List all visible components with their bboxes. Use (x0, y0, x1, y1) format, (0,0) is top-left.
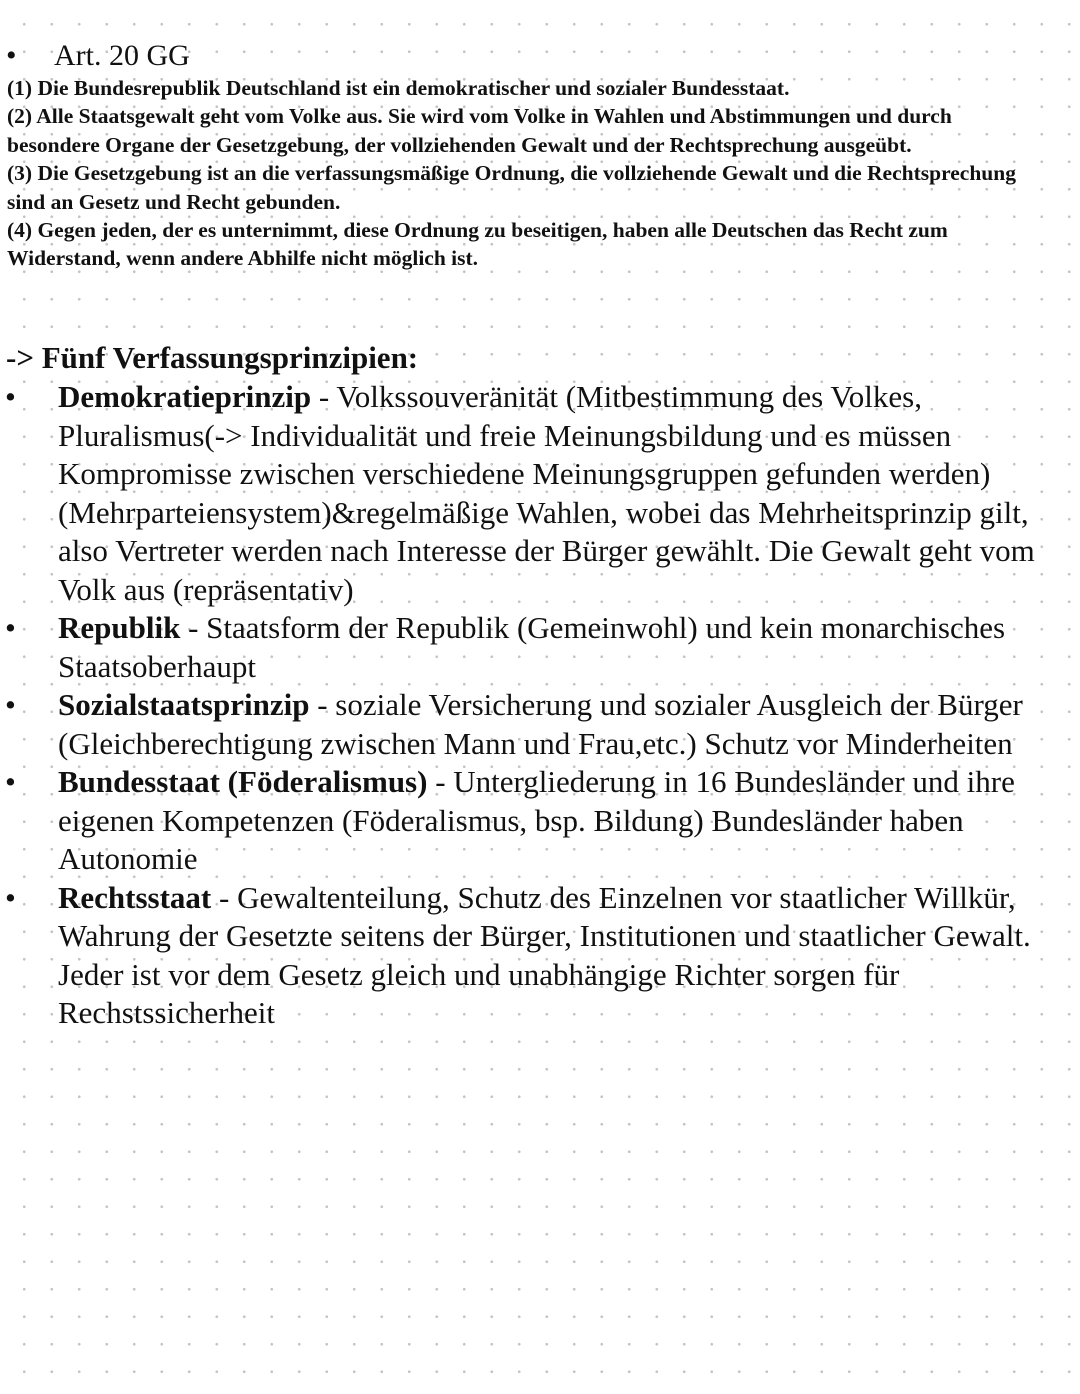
principle-item-republik (0, 609, 1048, 686)
principle-description: - Untergliederung in 16 Bundesländer und ihre eigenen Kompetenzen (Föderalismus, bsp. Bildung) Bundesländer haben Autonomie (58, 764, 1015, 876)
principle-item-demokratie (0, 378, 1048, 609)
bullet-icon: • (5, 879, 16, 915)
bullet-icon: • (5, 379, 16, 414)
principle-term: Demokratieprinzip (58, 379, 312, 414)
article-heading (6, 38, 190, 74)
bullet-icon: • (5, 610, 16, 645)
article-paragraph-3: (3) Die Gesetzgebung ist an die verfassungsmäßige Ordnung, die vollziehende Gewalt und die Rechtsprechung sind an Gesetz und Recht gebunden. (7, 161, 1016, 214)
article-paragraph-1: (1) Die Bundesrepublik Deutschland ist ein demokratischer und sozialer Bundesstaat. (7, 76, 790, 100)
principle-term: Rechtsstaat (58, 879, 212, 915)
principles-list (0, 378, 1060, 1033)
principle-item-rechtsstaat (0, 879, 1048, 1033)
principles-heading: -> Fünf Verfassungsprinzipien: (6, 340, 419, 375)
article-paragraph-4: (4) Gegen jeden, der es unternimmt, diese Ordnung zu beseitigen, haben alle Deutschen das Recht zum Widerstand, wenn andere Abhilfe nicht möglich ist. (7, 218, 948, 271)
principle-term: Republik (58, 610, 181, 645)
article-paragraph-2: (2) Alle Staatsgewalt geht vom Volke aus. Sie wird vom Volke in Wahlen und Abstimmungen und durch besondere Organe der Gesetzgebung, der vollziehenden Gewalt und der Rechtsprechung ausgeübt. (7, 104, 952, 157)
principle-term: Bundesstaat (Föderalismus) (58, 764, 428, 799)
principle-description: - Staatsform der Republik (Gemeinwohl) und kein monarchisches Staatsoberhaupt (58, 610, 1006, 684)
principle-description: - Gewaltenteilung, Schutz des Einzelnen vor staatlicher Willkür, Wahrung der Gesetzte seitens der Bürger, Institutionen und staatlicher Gewalt. Jeder ist vor dem Gesetz gleich und unabhängige Richter sorgen für Rechstssicherheit (58, 879, 1031, 1030)
article-title: Art. 20 GG (54, 39, 190, 72)
principle-item-bundesstaat (0, 763, 1048, 879)
principle-description: - Volkssouveränität (Mitbestimmung des Volkes, Pluralismus(-> Individualität und freie Meinungsbildung und es müssen Kompromisse zwischen verschiedene Meinungsgruppen gefunden werden)(Mehrparteiensystem)&regelmäßige Wahlen, wobei das Mehrheitsprinzip gilt, also Vertreter werden nach Interesse der Bürger gewählt. Die Gewalt geht vom Volk aus (repräsentativ) (58, 379, 1035, 607)
bullet-icon: • (5, 687, 16, 722)
bullet-icon: • (6, 39, 17, 72)
bullet-icon: • (5, 764, 16, 799)
principle-description: - soziale Versicherung und sozialer Ausgleich der Bürger (Gleichberechtigung zwischen Mann und Frau,etc.) Schutz vor Minderheiten (58, 687, 1023, 761)
principle-item-sozialstaat (0, 686, 1048, 763)
principle-term: Sozialstaatsprinzip (58, 687, 310, 722)
article-text-block (7, 74, 1047, 273)
